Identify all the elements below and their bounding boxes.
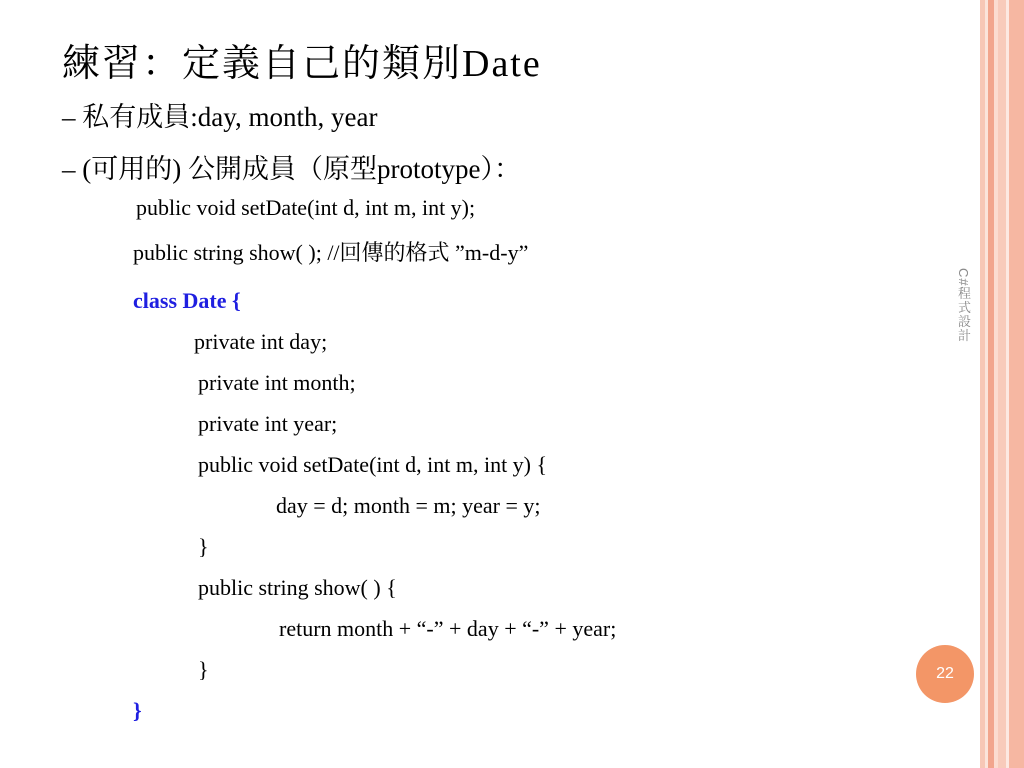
code-line: day = d; month = m; year = y; (276, 493, 541, 518)
slide-title: 練習：定義自己的類別Date (62, 43, 542, 85)
prototype-show: public string show( ); //回傳的格式 ”m-d-y” (133, 240, 529, 265)
decorative-stripes (980, 0, 1024, 768)
code-line: private int year; (198, 411, 338, 436)
bullet-private-members: – 私有成員:day, month, year (62, 102, 378, 132)
class-closing-brace: } (133, 698, 142, 723)
code-line: public string show( ) { (198, 575, 397, 600)
code-line: return month + “-” + day + “-” + year; (279, 616, 617, 641)
stripe (1009, 0, 1024, 768)
code-line: public void setDate(int d, int m, int y) { (198, 452, 548, 477)
prototype-setdate: public void setDate(int d, int m, int y); (136, 195, 476, 220)
page-number-badge: 22 (916, 645, 974, 703)
code-line: private int month; (198, 370, 356, 395)
course-side-label: C#程式設計 (956, 268, 971, 343)
code-line: } (198, 657, 209, 682)
bullet-public-members: – (可用的) 公開成員（原型prototype）： (62, 154, 521, 184)
stripe (998, 0, 1006, 768)
class-declaration: class Date { (133, 288, 241, 313)
code-line: } (198, 534, 209, 559)
code-line: private int day; (194, 329, 328, 354)
